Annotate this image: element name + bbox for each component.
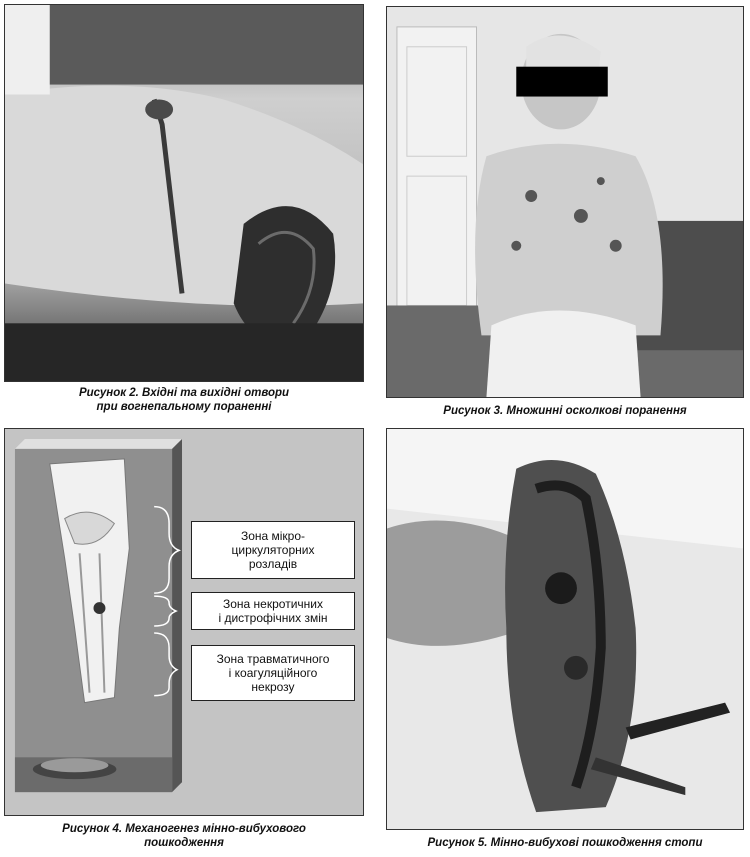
caption-line: Рисунок 2. Вхідні та вихідні отвори	[78, 387, 290, 399]
figure-5-caption	[386, 836, 744, 850]
zone-label-line: циркуляторних	[231, 543, 315, 557]
zone-label-microcirculatory	[191, 521, 355, 579]
figure-2-photo	[4, 4, 364, 382]
caption-line: при вогнепальному пораненні	[96, 401, 272, 413]
caption-line: Рисунок 3. Множинні осколкові поранення	[443, 405, 687, 417]
zone-label-line: Зона травматичного	[216, 652, 330, 666]
zone-label-line: Зона мікро-	[240, 529, 306, 543]
caption-line: Рисунок 5. Мінно-вибухові пошкодження стопи	[427, 837, 703, 849]
zone-label-line: і коагуляційного	[228, 666, 318, 680]
caption-line: Рисунок 4. Механогенез мінно-вибухового	[62, 823, 306, 835]
figure-2-caption	[4, 386, 364, 414]
zone-label-line: і дистрофічних змін	[218, 611, 328, 625]
figure-5-photo	[386, 428, 744, 830]
figure-3-caption	[386, 404, 744, 418]
zone-label-line: Зона некротичних	[223, 597, 323, 611]
zone-label-necrotic	[191, 592, 355, 630]
caption-line: пошкодження	[144, 837, 224, 849]
zone-label-traumatic	[191, 645, 355, 701]
figure-4-caption	[4, 822, 364, 850]
figure-4-diagram	[4, 428, 364, 816]
zone-label-line: некрозу	[251, 680, 295, 694]
zone-label-line: розладів	[248, 557, 298, 571]
figure-3-photo	[386, 6, 744, 398]
